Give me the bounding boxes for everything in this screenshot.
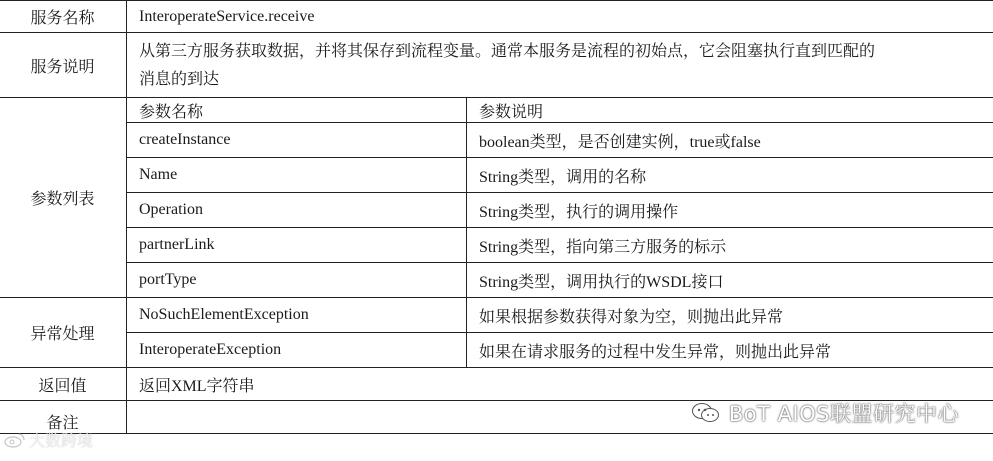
service-desc-line2: 消息的到达 [139,70,220,88]
param-desc: boolean类型，是否创建实例，true或false [467,123,993,158]
exception-desc: 如果根据参数获得对象为空，则抛出此异常 [467,298,993,333]
row-service-desc [0,33,993,98]
param-row [0,158,993,193]
wechat-icon [691,402,721,424]
value-service-name: InteroperateService.receive [127,1,993,33]
watermark-secondary [4,428,93,451]
weibo-icon [4,432,26,448]
param-name: Operation [127,193,467,228]
param-row [0,263,993,298]
params-col-desc: 参数说明 [467,98,993,123]
value-service-desc [127,33,993,98]
label-service-name: 服务名称 [0,1,127,33]
param-row [0,123,993,158]
row-params-header [0,98,993,123]
row-service-name [0,1,993,33]
exception-name: NoSuchElementException [127,298,467,333]
exception-name: InteroperateException [127,333,467,368]
param-name: createInstance [127,123,467,158]
param-row [0,193,993,228]
label-exceptions: 异常处理 [0,298,127,368]
param-desc: String类型，调用的名称 [467,158,993,193]
label-service-desc: 服务说明 [0,33,127,98]
param-name: Name [127,158,467,193]
param-desc: String类型，执行的调用操作 [467,193,993,228]
label-return-value: 返回值 [0,368,127,401]
param-desc: String类型，指向第三方服务的标示 [467,228,993,263]
param-desc: String类型，调用执行的WSDL接口 [467,263,993,298]
watermark [691,398,959,428]
params-col-name: 参数名称 [127,98,467,123]
param-name: portType [127,263,467,298]
exception-desc: 如果在请求服务的过程中发生异常，则抛出此异常 [467,333,993,368]
watermark-secondary-text: 大数跨境 [29,431,94,450]
exception-row [0,298,993,333]
exception-row [0,333,993,368]
watermark-text: BoT AIOS联盟研究中心 [728,402,959,426]
label-remarks: 备注 [0,401,127,434]
service-desc-line1: 从第三方服务获取数据，并将其保存到流程变量。通常本服务是流程的初始点，它会阻塞执行直到匹配的 [139,42,876,60]
label-params: 参数列表 [0,98,127,298]
param-name: partnerLink [127,228,467,263]
param-row [0,228,993,263]
row-return-value [0,368,993,401]
value-return-value: 返回XML字符串 [127,368,993,401]
